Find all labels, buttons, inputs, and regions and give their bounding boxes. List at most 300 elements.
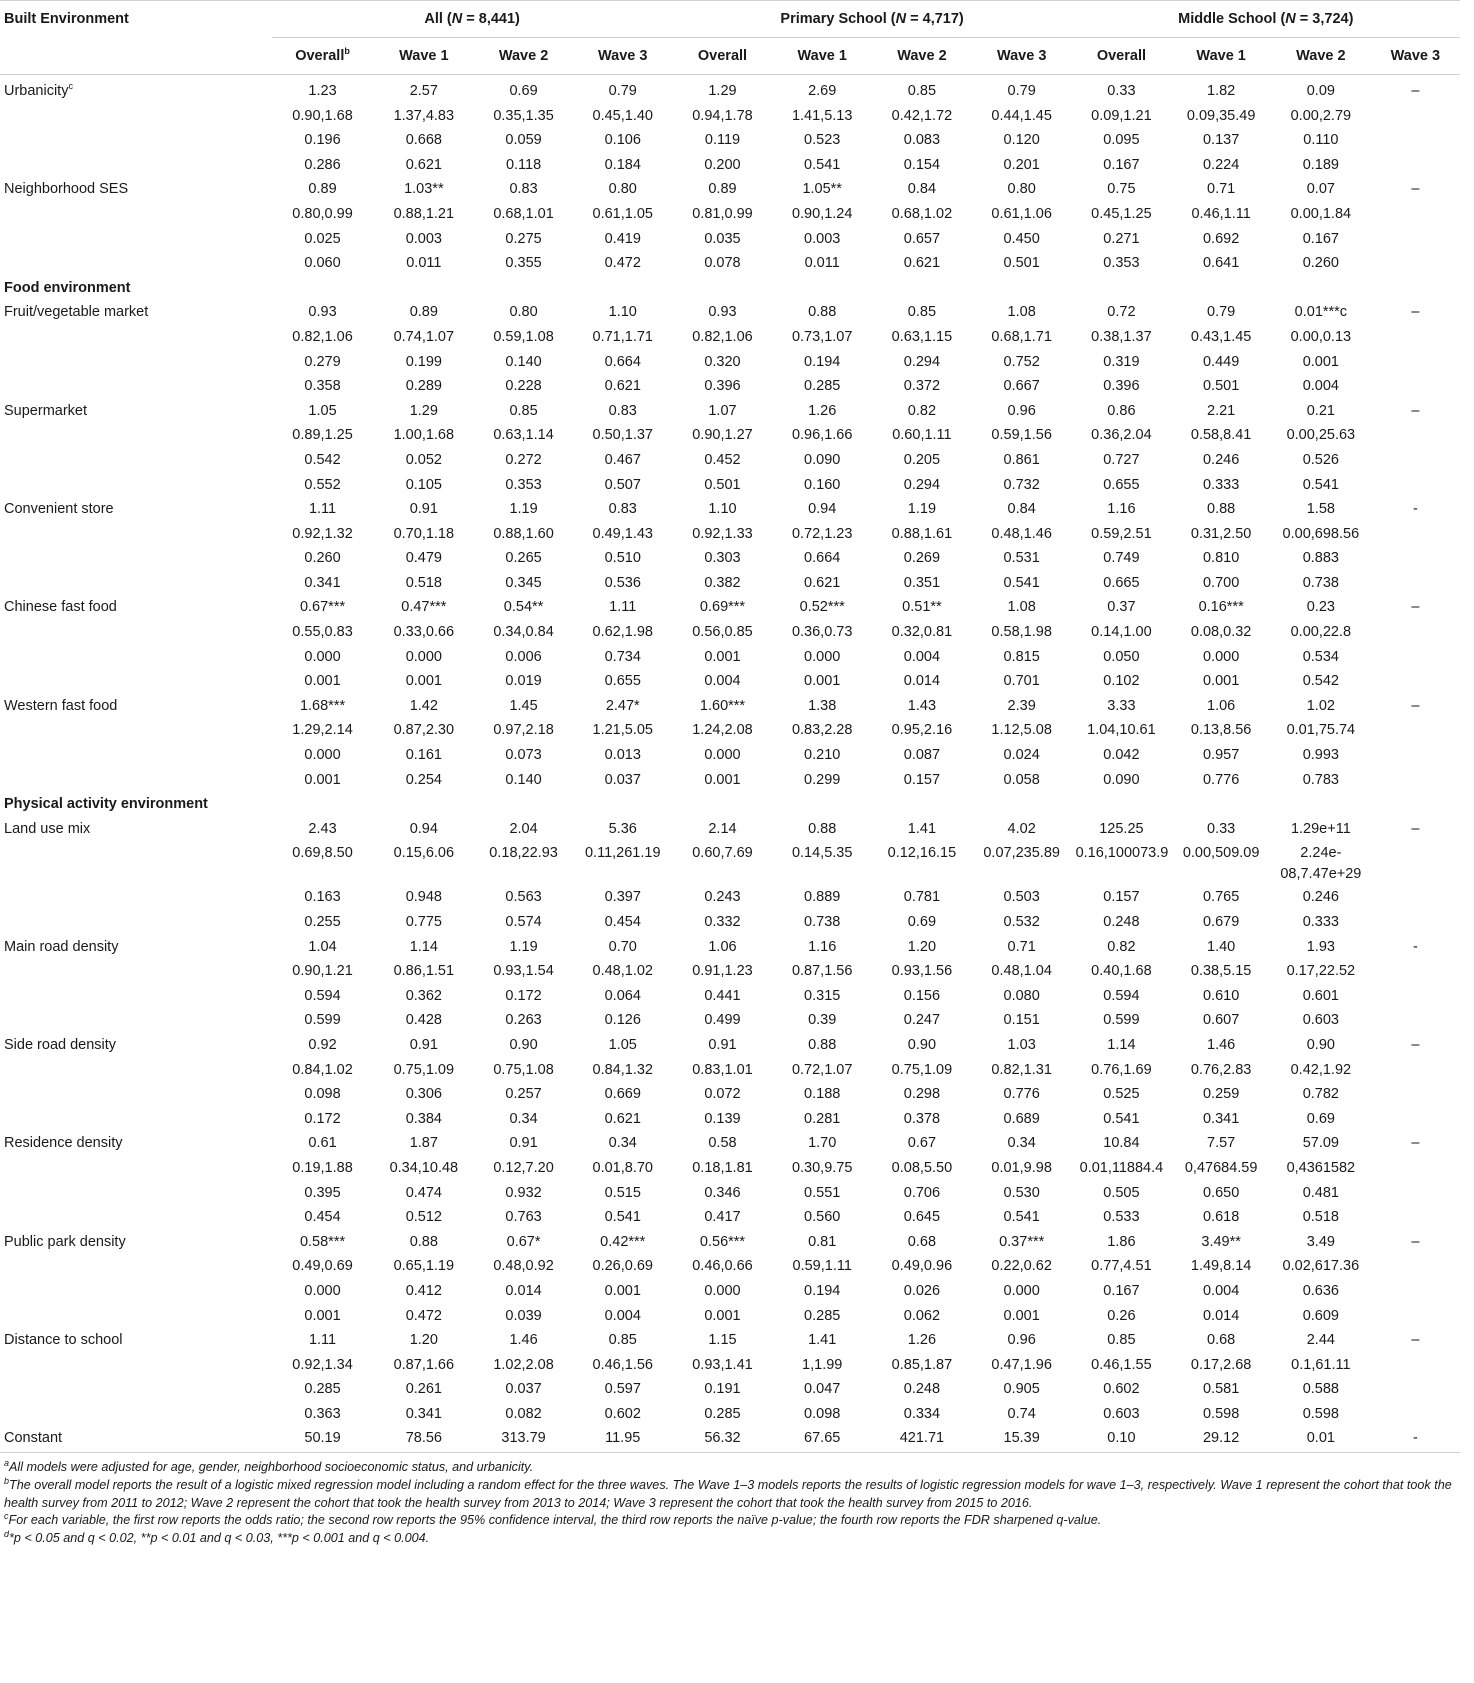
table-cell: 0.247 bbox=[903, 1012, 941, 1029]
table-cell: 1.10 bbox=[608, 304, 637, 321]
table-cell: 0.610 bbox=[1202, 987, 1240, 1004]
table-cell: 0.333 bbox=[1202, 476, 1240, 493]
table-cell: 0.35,1.35 bbox=[493, 107, 554, 124]
table-cell bbox=[1371, 571, 1460, 596]
table-cell: 0.36,0.73 bbox=[791, 624, 853, 641]
footnote-text: All models were adjusted for age, gender, neighborhood socioeconomic status, and urbanicity. bbox=[9, 1460, 534, 1475]
table-row bbox=[0, 885, 1460, 910]
table-cell: 0.68,1.01 bbox=[493, 205, 554, 222]
group-prefix: All ( bbox=[424, 10, 452, 27]
table-cell: 0.151 bbox=[1003, 1012, 1040, 1029]
table-cell: 0.83,2.28 bbox=[791, 722, 853, 739]
table-cell: 1.41 bbox=[907, 820, 937, 837]
table-cell: 0.776 bbox=[1003, 1086, 1040, 1103]
table-cell: 0.90 bbox=[1306, 1036, 1335, 1053]
table-cell bbox=[1371, 448, 1460, 473]
table-cell: 0.664 bbox=[604, 353, 641, 370]
table-cell: 0.49,0.96 bbox=[891, 1258, 953, 1275]
table-cell: 0.00,22.8 bbox=[1290, 624, 1352, 641]
table-cell: 0.014 bbox=[903, 673, 941, 690]
table-cell bbox=[1371, 546, 1460, 571]
table-cell: – bbox=[1411, 83, 1420, 99]
table-row bbox=[0, 251, 1460, 276]
table-cell: 0.80 bbox=[509, 304, 538, 321]
table-cell: 2.43 bbox=[308, 820, 337, 837]
table-cell: 0.285 bbox=[804, 378, 841, 395]
table-cell: 0.31,2.50 bbox=[1190, 525, 1252, 542]
variable-label bbox=[0, 669, 272, 694]
table-cell: 0.341 bbox=[304, 574, 341, 591]
table-cell: 0.014 bbox=[1202, 1307, 1240, 1324]
table-cell: 0.454 bbox=[604, 914, 641, 930]
table-cell: 0.948 bbox=[405, 889, 442, 906]
table-cell: 0.91 bbox=[509, 1135, 538, 1152]
table-cell: 421.71 bbox=[872, 1426, 972, 1453]
table-cell: 0.59,2.51 bbox=[1091, 525, 1152, 542]
table-cell: 0.140 bbox=[505, 771, 542, 788]
table-cell: 0.905 bbox=[1003, 1381, 1040, 1398]
table-cell bbox=[1371, 1181, 1460, 1206]
table-cell: 2.57 bbox=[409, 83, 438, 99]
table-cell: 0.14,5.35 bbox=[791, 845, 853, 862]
table-cell: 0.260 bbox=[1302, 255, 1339, 272]
table-cell: 0.37*** bbox=[999, 1233, 1045, 1250]
table-cell: 1.10 bbox=[708, 501, 737, 518]
variable-name: Fruit/vegetable market bbox=[4, 304, 149, 321]
table-cell: – bbox=[1411, 1233, 1420, 1250]
table-cell: 0.156 bbox=[903, 987, 941, 1004]
table-cell: 0.598 bbox=[1202, 1405, 1240, 1422]
table-cell: 0.96 bbox=[1007, 1332, 1036, 1349]
table-cell: 2.21 bbox=[1207, 402, 1236, 419]
section-heading: Food environment bbox=[4, 279, 131, 296]
table-cell: 0.782 bbox=[1302, 1086, 1339, 1103]
table-cell: 1.21,5.05 bbox=[592, 722, 653, 739]
variable-label bbox=[0, 645, 272, 670]
table-cell: 0.09,35.49 bbox=[1186, 107, 1256, 124]
table-cell: 1.15 bbox=[708, 1332, 737, 1349]
table-cell: 0.83 bbox=[608, 402, 637, 419]
table-cell: – bbox=[1411, 304, 1420, 321]
table-cell: 0.228 bbox=[505, 378, 542, 395]
table-cell: – bbox=[1411, 181, 1420, 198]
table-cell: 0.090 bbox=[1103, 771, 1140, 788]
table-cell: 0.12,16.15 bbox=[887, 845, 957, 862]
table-cell: 0.16,100073.9 bbox=[1075, 845, 1169, 862]
table-row bbox=[0, 743, 1460, 768]
table-cell: 0.001 bbox=[304, 1307, 341, 1324]
table-cell: 2.24e-08,7.47e+29 bbox=[1280, 845, 1362, 883]
table-cell: 0.396 bbox=[704, 378, 741, 395]
table-cell: 0.355 bbox=[505, 255, 542, 272]
table-cell: 1.37,4.83 bbox=[393, 107, 455, 124]
table-cell: 0.261 bbox=[405, 1381, 442, 1398]
table-cell: 0.69 bbox=[1306, 1110, 1335, 1127]
table-row bbox=[0, 522, 1460, 547]
table-cell: 0.82 bbox=[907, 402, 937, 419]
table-row bbox=[0, 959, 1460, 984]
table-row bbox=[0, 620, 1460, 645]
table-cell: 0.552 bbox=[304, 476, 341, 493]
table-row bbox=[0, 497, 1460, 522]
table-cell: 1.19 bbox=[509, 501, 538, 518]
table-cell: 0.12,7.20 bbox=[493, 1159, 554, 1176]
table-row bbox=[0, 374, 1460, 399]
table-cell: 0.60,1.11 bbox=[892, 427, 952, 444]
table-cell: 0.362 bbox=[405, 987, 442, 1004]
group-suffix: = 3,724) bbox=[1295, 10, 1354, 27]
table-cell: 1.16 bbox=[1107, 501, 1136, 518]
variable-label bbox=[0, 1205, 272, 1230]
group-n-symbol: N bbox=[895, 10, 907, 27]
header-subcolumn: Wave 3 bbox=[573, 38, 673, 75]
table-cell: 0.94,1.78 bbox=[692, 107, 753, 124]
table-cell: 0.346 bbox=[704, 1184, 741, 1201]
table-cell: 0.609 bbox=[1302, 1307, 1339, 1324]
table-cell: 0.412 bbox=[405, 1282, 442, 1299]
table-cell: 1.46 bbox=[509, 1332, 538, 1349]
table-cell: 0.243 bbox=[704, 889, 741, 906]
header-group-row bbox=[0, 1, 1460, 38]
table-cell: 0,4361582 bbox=[1286, 1159, 1356, 1176]
table-cell: 0.395 bbox=[304, 1184, 341, 1201]
table-cell: 2.04 bbox=[509, 820, 538, 837]
table-cell: 0.46,1.55 bbox=[1091, 1356, 1152, 1373]
table-cell: 0.48,1.04 bbox=[991, 963, 1052, 980]
table-cell: 0.499 bbox=[704, 1012, 741, 1029]
table-cell: 0.17,2.68 bbox=[1190, 1356, 1252, 1373]
table-cell: 0.058 bbox=[1003, 771, 1040, 788]
variable-name: Land use mix bbox=[4, 820, 91, 837]
table-row bbox=[0, 546, 1460, 571]
table-row bbox=[0, 1058, 1460, 1083]
table-cell: 5.36 bbox=[608, 820, 637, 837]
table-cell bbox=[1371, 202, 1460, 227]
table-cell: 1.29e+11 bbox=[1290, 820, 1351, 837]
table-cell bbox=[1371, 1156, 1460, 1181]
table-cell: 0.531 bbox=[1003, 550, 1040, 567]
table-cell: 0.34 bbox=[509, 1110, 538, 1127]
variable-label bbox=[0, 522, 272, 547]
table-cell: 0.597 bbox=[604, 1381, 641, 1398]
table-cell: 0.932 bbox=[505, 1184, 542, 1201]
table-cell: 0.781 bbox=[903, 889, 941, 906]
table-cell bbox=[1371, 1008, 1460, 1033]
table-cell: 1.06 bbox=[1207, 697, 1236, 714]
footnote-mark: d bbox=[4, 1528, 10, 1539]
table-row bbox=[0, 79, 1460, 104]
table-cell: 0.47*** bbox=[401, 599, 447, 616]
table-row bbox=[0, 817, 1460, 842]
table-cell: 0.450 bbox=[1003, 230, 1040, 247]
table-cell: 0.47,1.96 bbox=[991, 1356, 1052, 1373]
table-cell: 0.512 bbox=[405, 1209, 442, 1226]
variable-label bbox=[0, 1254, 272, 1279]
table-cell bbox=[1371, 473, 1460, 498]
table-cell: 0.01,75.74 bbox=[1286, 722, 1356, 739]
table-cell bbox=[1371, 325, 1460, 350]
table-cell: 0.36,2.04 bbox=[1091, 427, 1152, 444]
table-cell: 0.001 bbox=[704, 1307, 741, 1324]
table-cell: 0.21 bbox=[1306, 402, 1335, 419]
variable-superscript: c bbox=[68, 81, 73, 92]
variable-label bbox=[0, 1328, 272, 1353]
table-row bbox=[0, 768, 1460, 793]
table-cell: – bbox=[1411, 402, 1420, 419]
table-cell: 0.334 bbox=[903, 1405, 941, 1422]
variable-name: Urbanicity bbox=[4, 83, 69, 99]
table-cell: 0.13,8.56 bbox=[1190, 722, 1252, 739]
table-cell: 0.26 bbox=[1107, 1307, 1136, 1324]
table-cell: 0.650 bbox=[1202, 1184, 1240, 1201]
table-cell: 0.505 bbox=[1103, 1184, 1140, 1201]
table-cell: 0.275 bbox=[505, 230, 542, 247]
table-cell: 0.84,1.02 bbox=[292, 1061, 353, 1078]
header-group-middle bbox=[1072, 1, 1460, 38]
table-cell: 1.24,2.08 bbox=[692, 722, 753, 739]
table-cell: 0.88 bbox=[409, 1233, 438, 1250]
table-cell: 0.68 bbox=[907, 1233, 937, 1250]
table-cell: 0.91 bbox=[708, 1036, 737, 1053]
table-cell: 0.248 bbox=[1103, 914, 1140, 930]
table-cell: 0.93 bbox=[708, 304, 737, 321]
table-cell: 0.563 bbox=[505, 889, 542, 906]
table-cell: 0.621 bbox=[804, 574, 841, 591]
table-row bbox=[0, 1181, 1460, 1206]
table-cell: 1.16 bbox=[808, 938, 837, 955]
table-cell: 0.92,1.32 bbox=[292, 525, 353, 542]
table-cell: – bbox=[1411, 1036, 1420, 1053]
table-cell: 0.259 bbox=[1202, 1086, 1240, 1103]
table-cell: 0.89,1.25 bbox=[292, 427, 353, 444]
table-cell: 0.384 bbox=[405, 1110, 442, 1127]
variable-label bbox=[0, 227, 272, 252]
table-row bbox=[0, 423, 1460, 448]
variable-label bbox=[0, 768, 272, 793]
table-cell: 0.37 bbox=[1107, 599, 1136, 616]
table-cell: 0.76,2.83 bbox=[1190, 1061, 1252, 1078]
table-cell: 0.481 bbox=[1302, 1184, 1339, 1201]
table-cell: 0.85 bbox=[907, 83, 937, 99]
table-cell: 0.665 bbox=[1103, 574, 1140, 591]
table-cell: 0.34,10.48 bbox=[389, 1159, 459, 1176]
table-cell: 3.33 bbox=[1107, 697, 1136, 714]
table-cell: 0.080 bbox=[1003, 987, 1040, 1004]
variable-label bbox=[0, 374, 272, 399]
table-cell: 0.08,0.32 bbox=[1190, 624, 1252, 641]
table-cell: 0.254 bbox=[405, 771, 442, 788]
table-cell: 0.65,1.19 bbox=[393, 1258, 455, 1275]
table-row bbox=[0, 1279, 1460, 1304]
table-cell: 0.621 bbox=[405, 156, 442, 173]
group-n-symbol: N bbox=[1285, 10, 1296, 27]
table-cell bbox=[1371, 128, 1460, 153]
header-subcolumn: Wave 2 bbox=[1271, 38, 1371, 75]
table-cell: 0.286 bbox=[304, 156, 341, 173]
variable-label bbox=[0, 1402, 272, 1427]
table-cell: 0.79 bbox=[1207, 304, 1236, 321]
table-row bbox=[0, 153, 1460, 178]
table-cell: 0.621 bbox=[604, 1110, 641, 1127]
variable-name: Distance to school bbox=[4, 1332, 123, 1349]
table-cell: 1.00,1.68 bbox=[393, 427, 455, 444]
table-cell: 0.90,1.68 bbox=[292, 107, 353, 124]
table-cell: 0.14,1.00 bbox=[1091, 624, 1152, 641]
table-cell: 1.41,5.13 bbox=[791, 107, 853, 124]
table-cell: 0.87,2.30 bbox=[393, 722, 455, 739]
table-row bbox=[0, 128, 1460, 153]
table-cell: 0.039 bbox=[505, 1307, 542, 1324]
table-cell: 0.74 bbox=[1007, 1405, 1036, 1422]
table-cell: 1.03** bbox=[404, 181, 444, 198]
table-cell: 1.04 bbox=[308, 938, 337, 955]
table-cell: 0.289 bbox=[405, 378, 442, 395]
table-cell: 0.082 bbox=[505, 1405, 542, 1422]
table-cell: 0.530 bbox=[1003, 1184, 1040, 1201]
table-cell: 0.285 bbox=[304, 1381, 341, 1398]
table-cell: 0.320 bbox=[704, 353, 741, 370]
table-cell: 0.72,1.07 bbox=[791, 1061, 853, 1078]
table-cell: 1.45 bbox=[509, 697, 538, 714]
table-cell: 0.861 bbox=[1003, 451, 1040, 468]
table-cell: 0.655 bbox=[604, 673, 641, 690]
table-cell: 0.200 bbox=[704, 156, 741, 173]
table-row bbox=[0, 571, 1460, 596]
table-cell: 0.94 bbox=[808, 501, 837, 518]
table-cell: 0.064 bbox=[604, 987, 641, 1004]
table-cell: 0.749 bbox=[1103, 550, 1140, 567]
table-cell: 0.000 bbox=[804, 648, 841, 665]
table-row bbox=[0, 202, 1460, 227]
table-cell: 0.92,1.33 bbox=[692, 525, 753, 542]
table-cell: 0.534 bbox=[1302, 648, 1339, 665]
table-cell: 0.01,11884.4 bbox=[1079, 1159, 1164, 1176]
table-cell: 0.000 bbox=[304, 648, 341, 665]
table-cell: – bbox=[1411, 697, 1420, 714]
variable-name: Chinese fast food bbox=[4, 599, 117, 616]
group-suffix: = 8,441) bbox=[462, 10, 520, 27]
variable-label bbox=[0, 910, 272, 935]
header-subcolumn-blank bbox=[0, 38, 272, 75]
table-cell: 0.083 bbox=[903, 132, 941, 149]
header-subcolumn: Wave 2 bbox=[474, 38, 573, 75]
section-heading: Physical activity environment bbox=[4, 796, 208, 813]
table-row bbox=[0, 1156, 1460, 1181]
table-cell: – bbox=[1411, 599, 1420, 616]
table-cell: 0.34,0.84 bbox=[493, 624, 554, 641]
table-cell: 0.58,8.41 bbox=[1190, 427, 1252, 444]
table-cell: 0.294 bbox=[903, 476, 941, 493]
table-cell: 0.89 bbox=[308, 181, 337, 198]
table-cell: 0.96,1.66 bbox=[791, 427, 853, 444]
table-cell: 0.67*** bbox=[299, 599, 346, 616]
table-cell: 0.050 bbox=[1103, 648, 1140, 665]
table-cell: 0.61,1.06 bbox=[991, 205, 1052, 222]
table-cell: 0.45,1.25 bbox=[1091, 205, 1152, 222]
table-cell: 0.255 bbox=[304, 914, 341, 930]
table-cell: 0.382 bbox=[704, 574, 741, 591]
table-cell: 0.18,1.81 bbox=[692, 1159, 753, 1176]
table-cell: 0.332 bbox=[704, 914, 741, 930]
footnote bbox=[4, 1530, 1464, 1548]
table-cell: 0.88 bbox=[808, 820, 837, 837]
table-cell: 0.154 bbox=[903, 156, 941, 173]
table-cell: 0.358 bbox=[304, 378, 341, 395]
table-cell: 0.269 bbox=[903, 550, 941, 567]
table-cell: 0.63,1.15 bbox=[891, 328, 953, 345]
table-cell: 0.551 bbox=[804, 1184, 841, 1201]
section-heading-row bbox=[0, 792, 1460, 817]
table-cell: 0.95,2.16 bbox=[891, 722, 953, 739]
table-row bbox=[0, 1131, 1460, 1156]
table-cell: 0.82,1.06 bbox=[692, 328, 753, 345]
table-cell: 1.19 bbox=[509, 938, 538, 955]
table-cell: 0.738 bbox=[804, 914, 841, 930]
variable-label bbox=[0, 399, 272, 424]
table-row bbox=[0, 910, 1460, 935]
table-row bbox=[0, 1328, 1460, 1353]
table-cell: 0.88 bbox=[808, 304, 837, 321]
table-cell: 0.541 bbox=[804, 156, 841, 173]
table-cell: 0.71 bbox=[1207, 181, 1236, 198]
header-subcolumn: Wave 1 bbox=[772, 38, 872, 75]
header-subcolumn: Overall bbox=[673, 38, 773, 75]
table-cell: 0.341 bbox=[1202, 1110, 1240, 1127]
table-cell: 0.810 bbox=[1202, 550, 1240, 567]
table-cell: 0.40,1.68 bbox=[1091, 963, 1152, 980]
table-cell: 0.246 bbox=[1202, 451, 1240, 468]
header-subcolumn: Overall$^b$ bbox=[272, 38, 374, 75]
table-cell bbox=[1371, 984, 1460, 1009]
table-row bbox=[0, 1008, 1460, 1033]
table-cell: 0.93 bbox=[308, 304, 337, 321]
table-cell: 0.119 bbox=[704, 132, 741, 149]
table-cell: 1.40 bbox=[1207, 938, 1236, 955]
table-cell: 0.452 bbox=[704, 451, 741, 468]
table-cell bbox=[1371, 374, 1460, 399]
table-cell: 0.85,1.87 bbox=[891, 1356, 953, 1373]
table-cell bbox=[1371, 423, 1460, 448]
table-cell bbox=[1371, 620, 1460, 645]
table-cell: 0.518 bbox=[1302, 1209, 1339, 1226]
table-cell: 15.39 bbox=[972, 1426, 1072, 1453]
header-subcolumn: Wave 3 bbox=[1371, 38, 1460, 75]
table-cell: 0.397 bbox=[604, 889, 641, 906]
table-cell: 0.83 bbox=[509, 181, 538, 198]
table-cell: 0.68 bbox=[1207, 1332, 1236, 1349]
table-cell: 0.396 bbox=[1103, 378, 1140, 395]
table-cell: 0.341 bbox=[405, 1405, 442, 1422]
table-cell: 0.265 bbox=[505, 550, 542, 567]
table-cell bbox=[1371, 522, 1460, 547]
table-cell: 0.17,22.52 bbox=[1286, 963, 1356, 980]
table-cell: 0.93,1.54 bbox=[493, 963, 554, 980]
table-cell: 0.732 bbox=[1003, 476, 1040, 493]
table-cell: 1.26 bbox=[808, 402, 837, 419]
table-cell: 313.79 bbox=[474, 1426, 573, 1453]
table-row bbox=[0, 350, 1460, 375]
table-cell: 0.599 bbox=[1103, 1012, 1140, 1029]
table-cell: 0.88,1.61 bbox=[891, 525, 953, 542]
table-cell: 0.50,1.37 bbox=[592, 427, 653, 444]
table-cell: 0.001 bbox=[405, 673, 442, 690]
table-cell: 0.59,1.08 bbox=[493, 328, 554, 345]
table-cell: 0.072 bbox=[704, 1086, 741, 1103]
table-cell: 0.77,4.51 bbox=[1091, 1258, 1152, 1275]
table-cell: 1.08 bbox=[1007, 599, 1036, 616]
table-cell: 0.71 bbox=[1007, 938, 1036, 955]
table-cell bbox=[1371, 959, 1460, 984]
